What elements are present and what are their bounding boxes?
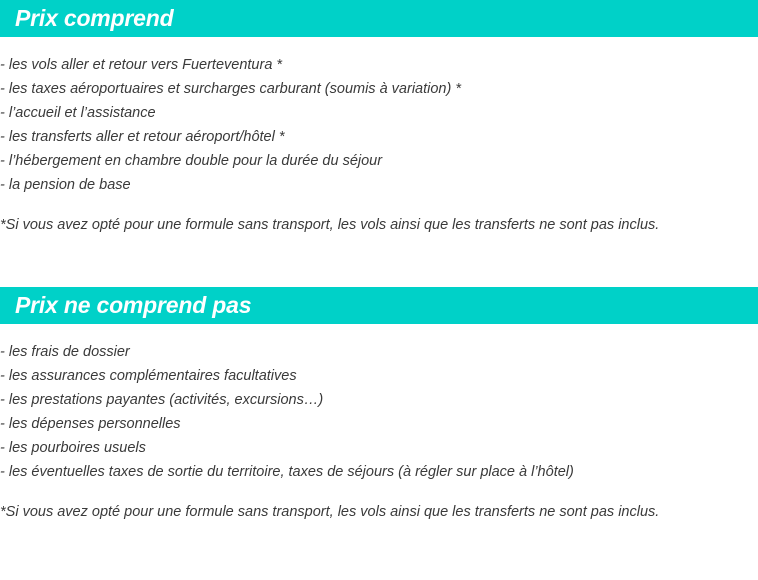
- list-item: - les frais de dossier: [0, 344, 130, 360]
- included-section: [0, 0, 758, 237]
- included-list: [0, 53, 758, 197]
- list-item: - les taxes aéroportuaires et surcharges carburant (soumis à variation) *: [0, 81, 461, 97]
- not-included-header: [0, 287, 758, 324]
- list-item: - l’accueil et l’assistance: [0, 105, 156, 121]
- included-title: Prix comprend: [15, 5, 174, 31]
- not-included-section: [0, 287, 758, 524]
- list-item: - les transferts aller et retour aéroport/hôtel *: [0, 129, 285, 145]
- list-item: - les vols aller et retour vers Fuerteventura *: [0, 57, 283, 73]
- list-item: - les prestations payantes (activités, excursions…): [0, 392, 324, 408]
- not-included-note: *Si vous avez opté pour une formule sans transport, les vols ainsi que les transferts ne sont pas inclus.: [0, 504, 660, 520]
- list-item: - l’hébergement en chambre double pour la durée du séjour: [0, 153, 383, 169]
- included-header: [0, 0, 758, 37]
- included-note: *Si vous avez opté pour une formule sans transport, les vols ainsi que les transferts ne sont pas inclus.: [0, 217, 660, 233]
- list-item: - la pension de base: [0, 177, 131, 193]
- not-included-list: [0, 340, 758, 484]
- list-item: - les éventuelles taxes de sortie du territoire, taxes de séjours (à régler sur place à l’hôtel): [0, 464, 574, 480]
- list-item: - les assurances complémentaires facultatives: [0, 368, 297, 384]
- list-item: - les pourboires usuels: [0, 440, 146, 456]
- not-included-title: Prix ne comprend pas: [15, 292, 252, 318]
- list-item: - les dépenses personnelles: [0, 416, 181, 432]
